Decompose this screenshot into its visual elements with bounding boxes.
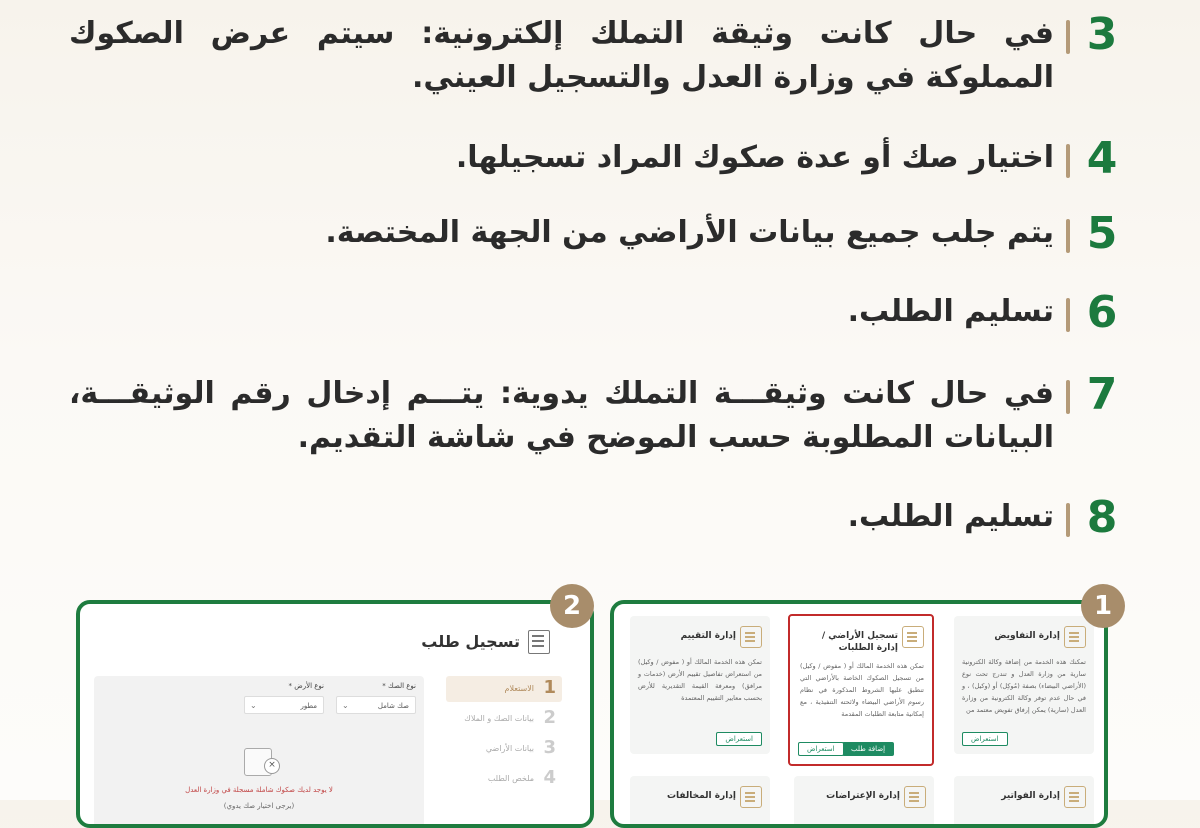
wizard-step-number: 3 [543,737,556,758]
card-title: إدارة المخالفات [666,791,736,801]
screenshot-1-badge: 1 [1081,584,1125,628]
card-title: إدارة الفواتير [1001,791,1060,801]
step-text: في حال كانت وثيقـــة التملك يدوية: يتـــم إدخال رقم الوثيقـــة، البيانات المطلوبة حسب الموضح في شاشة التقديم. [69,376,1054,455]
land-type-select[interactable] [244,696,324,714]
card-description: تمكن هذه الخدمة المالك أو ( مفوض / وكيل) من تسجيل الصكوك الخاصة بالأراضي التي تنطبق عليها الشروط المذكورة في نظام رسوم الأراضي البيضاء ولائحته التنفيذية ، مع إمكانية متابعة الطلبات المقدمة [800,662,924,718]
step-text: تسليم الطلب. [847,499,1054,534]
document-icon [740,626,762,648]
deed-type-label: نوع الصك * [382,682,416,690]
document-icon [1064,626,1086,648]
service-card-delegations [954,616,1094,754]
screenshot-1-frame [610,600,1108,828]
step-number: 5 [1086,208,1118,259]
step-8 [847,492,1122,543]
step-3 [69,9,1122,100]
empty-message: لا يوجد لديك صكوك شاملة مسجلة في وزارة العدل [185,786,333,794]
step-divider [1066,298,1070,332]
wizard-step-label: الاستعلام [504,684,534,693]
card-title: إدارة التفاويض [994,631,1060,641]
card-title: تسجيل الأراضي / إدارة الطلبات [821,631,898,653]
deed-type-value: صك شامل [377,702,409,710]
building-icon [902,626,924,648]
deed-type-select[interactable] [336,696,416,714]
wizard-step-label: بيانات الأراضي [485,744,534,753]
checklist-icon [528,630,550,654]
card-title: إدارة الإعتراضات [826,791,900,801]
step-number: 7 [1086,369,1118,420]
close-icon: × [264,758,280,774]
step-divider [1066,144,1070,178]
wizard-step-lands[interactable] [446,736,562,762]
card-description: تمكنك هذه الخدمة من إضافة وكالة الكترونية سارية من وزارة العدل و تندرج تحت نوع (الأراضي البيضاء) بصفة (مُوكِل) أو (وكيل) ، و في حال عدم توفر وكالة الكترونية من وزارة العدل (سارية) يمكن إرفاق تفويض معتمد من [962,658,1086,714]
service-card-land-registration [788,614,934,766]
service-card-valuation [630,616,770,754]
step-divider [1066,20,1070,54]
step-number: 6 [1086,287,1118,338]
step-number: 4 [1086,133,1118,184]
empty-hint: (يرجى اختيار صك يدوي) [223,802,295,810]
wizard-step-label: بيانات الصك و الملاك [464,714,534,723]
screenshot-2-badge: 2 [550,584,594,628]
step-text: تسليم الطلب. [847,294,1054,329]
step-6 [847,287,1122,338]
wizard-step-number: 1 [543,677,556,698]
view-button[interactable]: استعراض [962,732,1008,746]
step-4 [455,133,1122,184]
step-7 [69,369,1122,460]
wizard-step-number: 4 [543,767,556,788]
wizard-step-label: ملخص الطلب [487,774,534,783]
step-divider [1066,503,1070,537]
wizard-step-inquiry[interactable] [446,676,562,702]
page-title: تسجيل طلب [421,632,520,651]
step-text: في حال كانت وثيقة التملك إلكترونية: سيتم عرض الصكوك المملوكة في وزارة العدل والتسجيل العيني. [69,16,1054,95]
wizard-steps [446,676,562,796]
inquiry-form [94,676,424,828]
step-number: 3 [1086,9,1118,60]
step-5 [325,208,1122,259]
add-request-button[interactable]: إضافة طلب [842,742,894,756]
service-card-violations [630,776,770,828]
service-card-objections [794,776,934,828]
card-description: تمكن هذه الخدمة المالك أو ( مفوض / وكيل) من استعراض تفاصيل تقييم الأرض (خدمات و مرافق) ومعرفة القيمة التقديرية للأرض بحسب معايير التقييم المعتمدة [638,658,762,702]
chevron-down-icon: ⌄ [342,701,349,710]
step-divider [1066,219,1070,253]
chevron-down-icon: ⌄ [250,701,257,710]
screenshot-2-frame [76,600,594,828]
wizard-step-deed-owners[interactable] [446,706,562,732]
view-button[interactable]: استعراض [798,742,844,756]
step-number: 8 [1086,492,1118,543]
view-button[interactable]: استعراض [716,732,762,746]
step-divider [1066,380,1070,414]
step-text: يتم جلب جميع بيانات الأراضي من الجهة المختصة. [325,215,1054,250]
objection-icon [904,786,926,808]
service-card-invoices [954,776,1094,828]
land-type-value: مطور [300,702,317,710]
invoice-icon [1064,786,1086,808]
wizard-step-summary[interactable] [446,766,562,792]
wizard-step-number: 2 [543,707,556,728]
land-type-label: نوع الأرض * [288,682,324,690]
violation-icon [740,786,762,808]
step-text: اختيار صك أو عدة صكوك المراد تسجيلها. [455,140,1054,175]
card-title: إدارة التقييم [680,631,736,641]
